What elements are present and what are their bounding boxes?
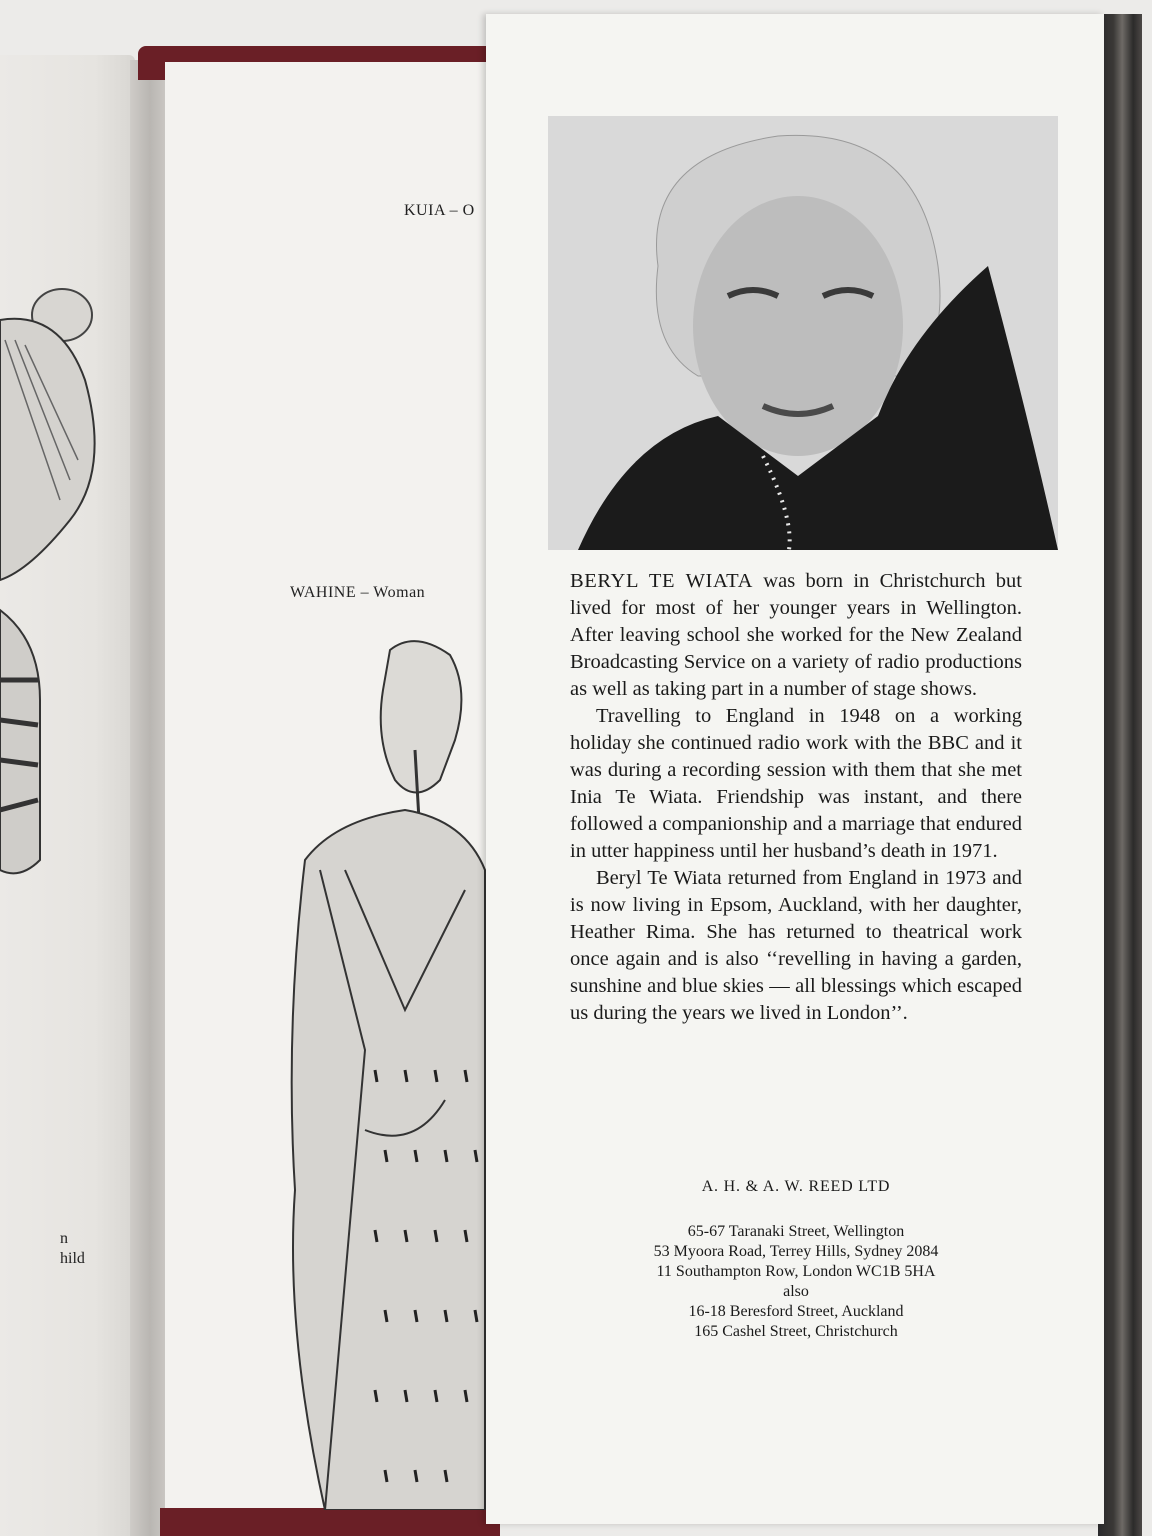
publisher-name: A. H. & A. W. REED LTD — [701, 1178, 891, 1195]
publisher-addresses — [570, 1222, 1022, 1342]
bio-paragraph-2: Travelling to England in 1948 on a working holiday she continued radio work with the BBC and it was during a recording session with them that she met Inia Te Wiata. Friendship was instant, and there followed a companionship and a marriage that endured in utter happiness until her husband’s death in 1971. — [570, 705, 1022, 862]
left-kuia-illustration — [0, 280, 135, 900]
wahine-illustration — [265, 630, 490, 1510]
cover-board-bottom — [160, 1508, 500, 1536]
author-name: BERYL TE WIATA — [570, 570, 753, 592]
jacket-spine — [1098, 14, 1142, 1536]
left-fragment-1: n — [60, 1230, 68, 1247]
caption-wahine: WAHINE – Woman — [290, 584, 426, 601]
bio-paragraph-3: Beryl Te Wiata returned from England in 1973 and is now living in Epsom, Auckland, with her daughter, Heather Rima. She has returned to theatrical work once again and is also ‘‘revelling in having a garden, sunshine and blue skies — all blessings which escaped us during the years we lived in London’’. — [570, 867, 1022, 1024]
address-line: 11 Southampton Row, London WC1B 5HA — [656, 1263, 936, 1280]
address-line: also — [783, 1283, 809, 1300]
address-line: 65-67 Taranaki Street, Wellington — [687, 1223, 905, 1240]
address-line: 165 Cashel Street, Christchurch — [694, 1323, 898, 1340]
author-biography — [570, 568, 1022, 1027]
author-portrait-photo — [548, 116, 1058, 550]
bio-paragraph-1: BERYL TE WIATA was born in Christchurch but lived for most of her younger years in Wellington. After leaving school she worked for the New Zealand Broadcasting Service on a variety of radio productions as well as taking part in a number of stage shows. — [570, 570, 1022, 700]
address-line: 16-18 Beresford Street, Auckland — [688, 1303, 904, 1320]
left-fragment-2: hild — [60, 1250, 85, 1267]
address-line: 53 Myoora Road, Terrey Hills, Sydney 2084 — [653, 1243, 939, 1260]
caption-kuia: KUIA – O — [404, 202, 475, 219]
